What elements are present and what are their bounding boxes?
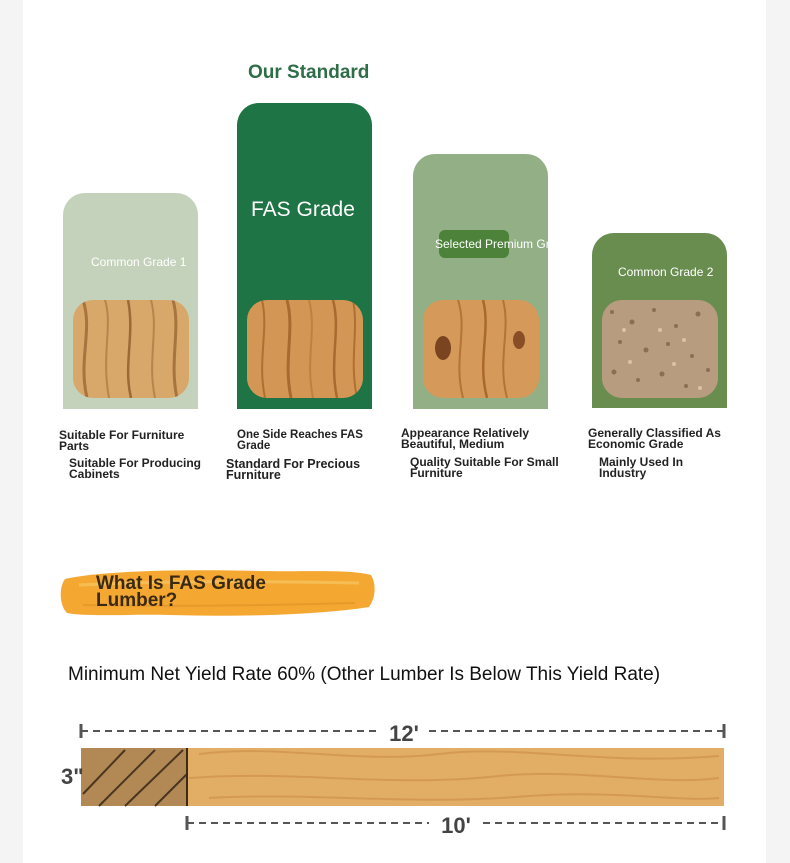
grade-card-label: Common Grade 1 (91, 255, 187, 269)
lumber-dimension-diagram (59, 714, 731, 838)
dimension-label-width: 3" (61, 764, 84, 789)
dimension-label-yield-length: 10' (441, 813, 471, 838)
grade-description: One Side Reaches FAS Grade (237, 429, 363, 452)
grade-description: Suitable For Furniture Parts (59, 428, 185, 453)
wood-sample-image (423, 300, 539, 398)
wood-sample-image (73, 300, 189, 398)
grade-description: Generally Classified As Economic Grade (588, 426, 721, 451)
grade-description: Mainly Used In Industry (599, 455, 684, 480)
section-heading (96, 575, 266, 609)
dimension-label-length: 12' (389, 721, 419, 746)
grade-card-label: FAS Grade (251, 198, 355, 221)
grade-description: Suitable For Producing Cabinets (69, 456, 202, 481)
section-title: Our Standard (248, 62, 370, 83)
wood-sample-image (602, 300, 718, 398)
wood-sample-image (247, 300, 363, 398)
grade-card-label: Common Grade 2 (618, 265, 714, 279)
grade-card-common-2[interactable] (592, 233, 727, 408)
page (23, 0, 766, 863)
section-heading-line: Lumber? (96, 590, 178, 611)
section-heading-line: What Is FAS Grade (96, 573, 266, 594)
yield-rate-text: Minimum Net Yield Rate 60% (Other Lumber Is Below This Yield Rate) (68, 664, 661, 685)
grade-description: Appearance Relatively Beautiful, Medium (401, 426, 530, 451)
grade-card-selected-premium[interactable] (413, 154, 548, 409)
grade-description: Quality Suitable For Small Furniture (410, 455, 559, 480)
grade-card-fas[interactable] (237, 103, 372, 409)
grade-description: Standard For Precious Furniture (226, 457, 361, 482)
grade-card-label: Selected Premium Gr (435, 237, 550, 251)
grade-card-common-1[interactable] (63, 193, 198, 409)
